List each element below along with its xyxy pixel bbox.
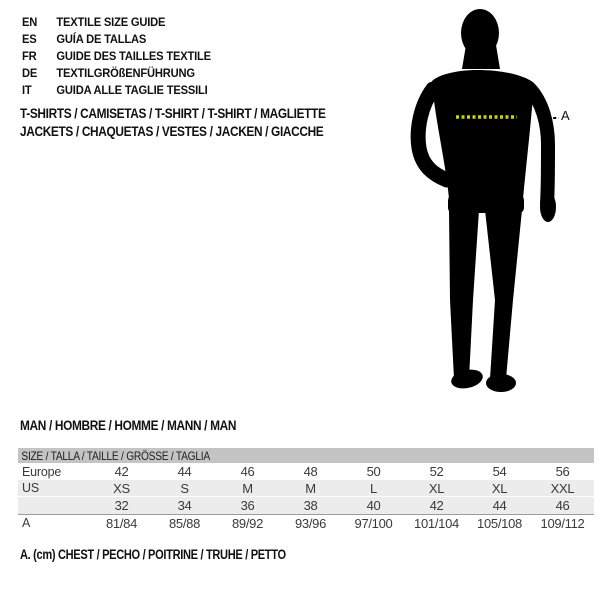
measurement-footnote: A. (cm) CHEST / PECHO / POITRINE / TRUHE / PETTO [20,547,286,562]
language-row [22,82,211,99]
size-cell: 85/88 [168,515,201,531]
language-row [22,65,211,82]
size-cell: 89/92 [231,515,264,531]
language-title: TEXTILE SIZE GUIDE [56,14,166,29]
language-title: GUIDE DES TAILLES TEXTILE [56,48,211,63]
right-leg-shape [485,210,522,379]
size-cell: M [242,480,253,496]
size-cell: 34 [177,498,192,513]
size-cell: S [180,480,189,496]
language-legend [22,13,211,99]
size-cell: 40 [366,498,381,513]
size-cell: 38 [303,498,318,513]
garment-categories [20,106,326,142]
language-title: GUIDA ALLE TAGLIE TESSILI [56,83,208,98]
size-cell: 54 [492,464,507,479]
left-leg-shape [449,210,479,379]
size-cell: 52 [429,464,444,479]
size-cell: 42 [429,498,444,513]
size-table-header [18,448,594,463]
size-cell: L [370,480,377,496]
language-title: GUÍA DE TALLAS [56,31,147,46]
size-table-header-label: SIZE / TALLA / TAILLE / GRÖSSE / TAGLIA [21,448,210,463]
size-cell: XXL [550,480,575,496]
table-row-us [18,480,594,497]
table-row-chest-cm [18,514,594,531]
size-cell: 48 [303,464,318,479]
right-arm-shape [530,89,548,203]
language-row [22,47,211,64]
size-cell: XS [113,480,130,496]
size-cell: 42 [114,464,129,479]
language-code: EN [22,14,38,29]
table-row-europe [18,463,594,480]
size-cell: 46 [240,464,255,479]
size-cell: XL [491,480,508,496]
category-tshirts: T-SHIRTS / CAMISETAS / T-SHIRT / T-SHIRT / MAGLIETTE [20,106,326,121]
size-cell: 101/104 [414,515,459,531]
size-cell: 81/84 [105,515,138,531]
size-table [18,448,594,531]
size-cell: 50 [366,464,381,479]
section-title-man: MAN / HOMBRE / HOMME / MANN / MAN [20,418,237,433]
torso-shape [432,70,534,210]
size-cell: XL [428,480,445,496]
size-cell: 46 [555,498,570,513]
language-code: FR [22,48,37,63]
row-label: Europe [22,464,62,479]
row-label: US [22,481,39,495]
table-row-uk [18,497,594,514]
right-foot-shape [486,374,516,392]
size-cell: 32 [114,498,129,513]
language-row [22,13,211,30]
size-cell: 56 [555,464,570,479]
neck-shape [462,45,500,69]
size-cell: 36 [240,498,255,513]
man-silhouette [402,5,572,405]
size-cell: M [305,480,316,496]
row-label: A [22,516,31,530]
language-code: IT [22,83,32,98]
language-code: ES [22,31,37,46]
size-cell: 109/112 [540,515,585,531]
category-jackets: JACKETS / CHAQUETAS / VESTES / JACKEN / GIACCHE [20,124,324,140]
size-cell: 93/96 [294,515,327,531]
size-cell: 105/108 [477,515,522,531]
language-title: TEXTILGRÖßENFÜHRUNG [56,66,195,81]
language-code: DE [22,66,38,81]
size-cell: 44 [492,498,507,513]
language-row [22,30,211,47]
measurement-label-a: A [561,108,570,123]
size-cell: 44 [177,464,192,479]
size-cell: 97/100 [354,515,393,531]
